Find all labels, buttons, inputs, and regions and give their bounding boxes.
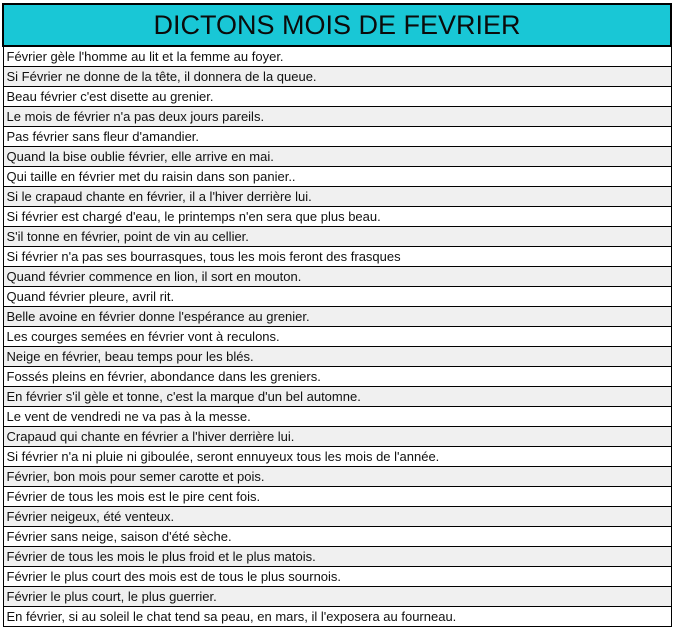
dicton-cell[interactable]: En février s'il gèle et tonne, c'est la marque d'un bel automne. [3, 387, 671, 407]
sheet-title[interactable]: DICTONS MOIS DE FEVRIER [3, 4, 671, 46]
dicton-cell[interactable]: Neige en février, beau temps pour les blés. [3, 347, 671, 367]
table-row [3, 307, 671, 327]
dicton-cell[interactable]: Si février est chargé d'eau, le printemps n'en sera que plus beau. [3, 207, 671, 227]
table-row [3, 67, 671, 87]
dicton-cell[interactable]: Les courges semées en février vont à reculons. [3, 327, 671, 347]
dicton-cell[interactable]: Beau février c'est disette au grenier. [3, 87, 671, 107]
table-row [3, 487, 671, 507]
dicton-cell[interactable]: Si le crapaud chante en février, il a l'hiver derrière lui. [3, 187, 671, 207]
table-row [3, 567, 671, 587]
table-row [3, 527, 671, 547]
table-row [3, 367, 671, 387]
table-row [3, 347, 671, 367]
table-row [3, 227, 671, 247]
dictons-table [2, 3, 672, 627]
dicton-cell[interactable]: Qui taille en février met du raisin dans son panier.. [3, 167, 671, 187]
dicton-cell[interactable]: Le mois de février n'a pas deux jours pareils. [3, 107, 671, 127]
table-row [3, 467, 671, 487]
dicton-cell[interactable]: Février de tous les mois le plus froid et le plus matois. [3, 547, 671, 567]
dicton-cell[interactable]: Février sans neige, saison d'été sèche. [3, 527, 671, 547]
table-row [3, 607, 671, 627]
table-row [3, 287, 671, 307]
dicton-cell[interactable]: Février gèle l'homme au lit et la femme au foyer. [3, 46, 671, 67]
table-row [3, 46, 671, 67]
dicton-cell[interactable]: En février, si au soleil le chat tend sa peau, en mars, il l'exposera au fourneau. [3, 607, 671, 627]
table-row [3, 207, 671, 227]
table-row [3, 327, 671, 347]
table-row [3, 127, 671, 147]
dicton-cell[interactable]: S'il tonne en février, point de vin au cellier. [3, 227, 671, 247]
table-row [3, 407, 671, 427]
dicton-cell[interactable]: Si février n'a pas ses bourrasques, tous les mois feront des frasques [3, 247, 671, 267]
table-row [3, 447, 671, 467]
dicton-cell[interactable]: Fossés pleins en février, abondance dans les greniers. [3, 367, 671, 387]
dicton-cell[interactable]: Février neigeux, été venteux. [3, 507, 671, 527]
dicton-cell[interactable]: Crapaud qui chante en février a l'hiver derrière lui. [3, 427, 671, 447]
table-row [3, 107, 671, 127]
dicton-cell[interactable]: Si février n'a ni pluie ni giboulée, seront ennuyeux tous les mois de l'année. [3, 447, 671, 467]
dicton-cell[interactable]: Février le plus court, le plus guerrier. [3, 587, 671, 607]
table-row [3, 427, 671, 447]
dicton-cell[interactable]: Pas février sans fleur d'amandier. [3, 127, 671, 147]
table-row [3, 87, 671, 107]
dicton-cell[interactable]: Quand février pleure, avril rit. [3, 287, 671, 307]
dicton-cell[interactable]: Février le plus court des mois est de tous le plus sournois. [3, 567, 671, 587]
dicton-cell[interactable]: Belle avoine en février donne l'espérance au grenier. [3, 307, 671, 327]
title-row [3, 4, 671, 46]
dictons-table-body [3, 4, 671, 627]
table-row [3, 387, 671, 407]
table-row [3, 587, 671, 607]
dicton-cell[interactable]: Février, bon mois pour semer carotte et pois. [3, 467, 671, 487]
dicton-cell[interactable]: Si Février ne donne de la tête, il donnera de la queue. [3, 67, 671, 87]
table-row [3, 247, 671, 267]
dicton-cell[interactable]: Quand février commence en lion, il sort en mouton. [3, 267, 671, 287]
table-row [3, 267, 671, 287]
table-row [3, 167, 671, 187]
dicton-cell[interactable]: Quand la bise oublie février, elle arrive en mai. [3, 147, 671, 167]
table-row [3, 547, 671, 567]
dicton-cell[interactable]: Février de tous les mois est le pire cent fois. [3, 487, 671, 507]
table-row [3, 147, 671, 167]
table-row [3, 187, 671, 207]
table-row [3, 507, 671, 527]
dicton-cell[interactable]: Le vent de vendredi ne va pas à la messe. [3, 407, 671, 427]
